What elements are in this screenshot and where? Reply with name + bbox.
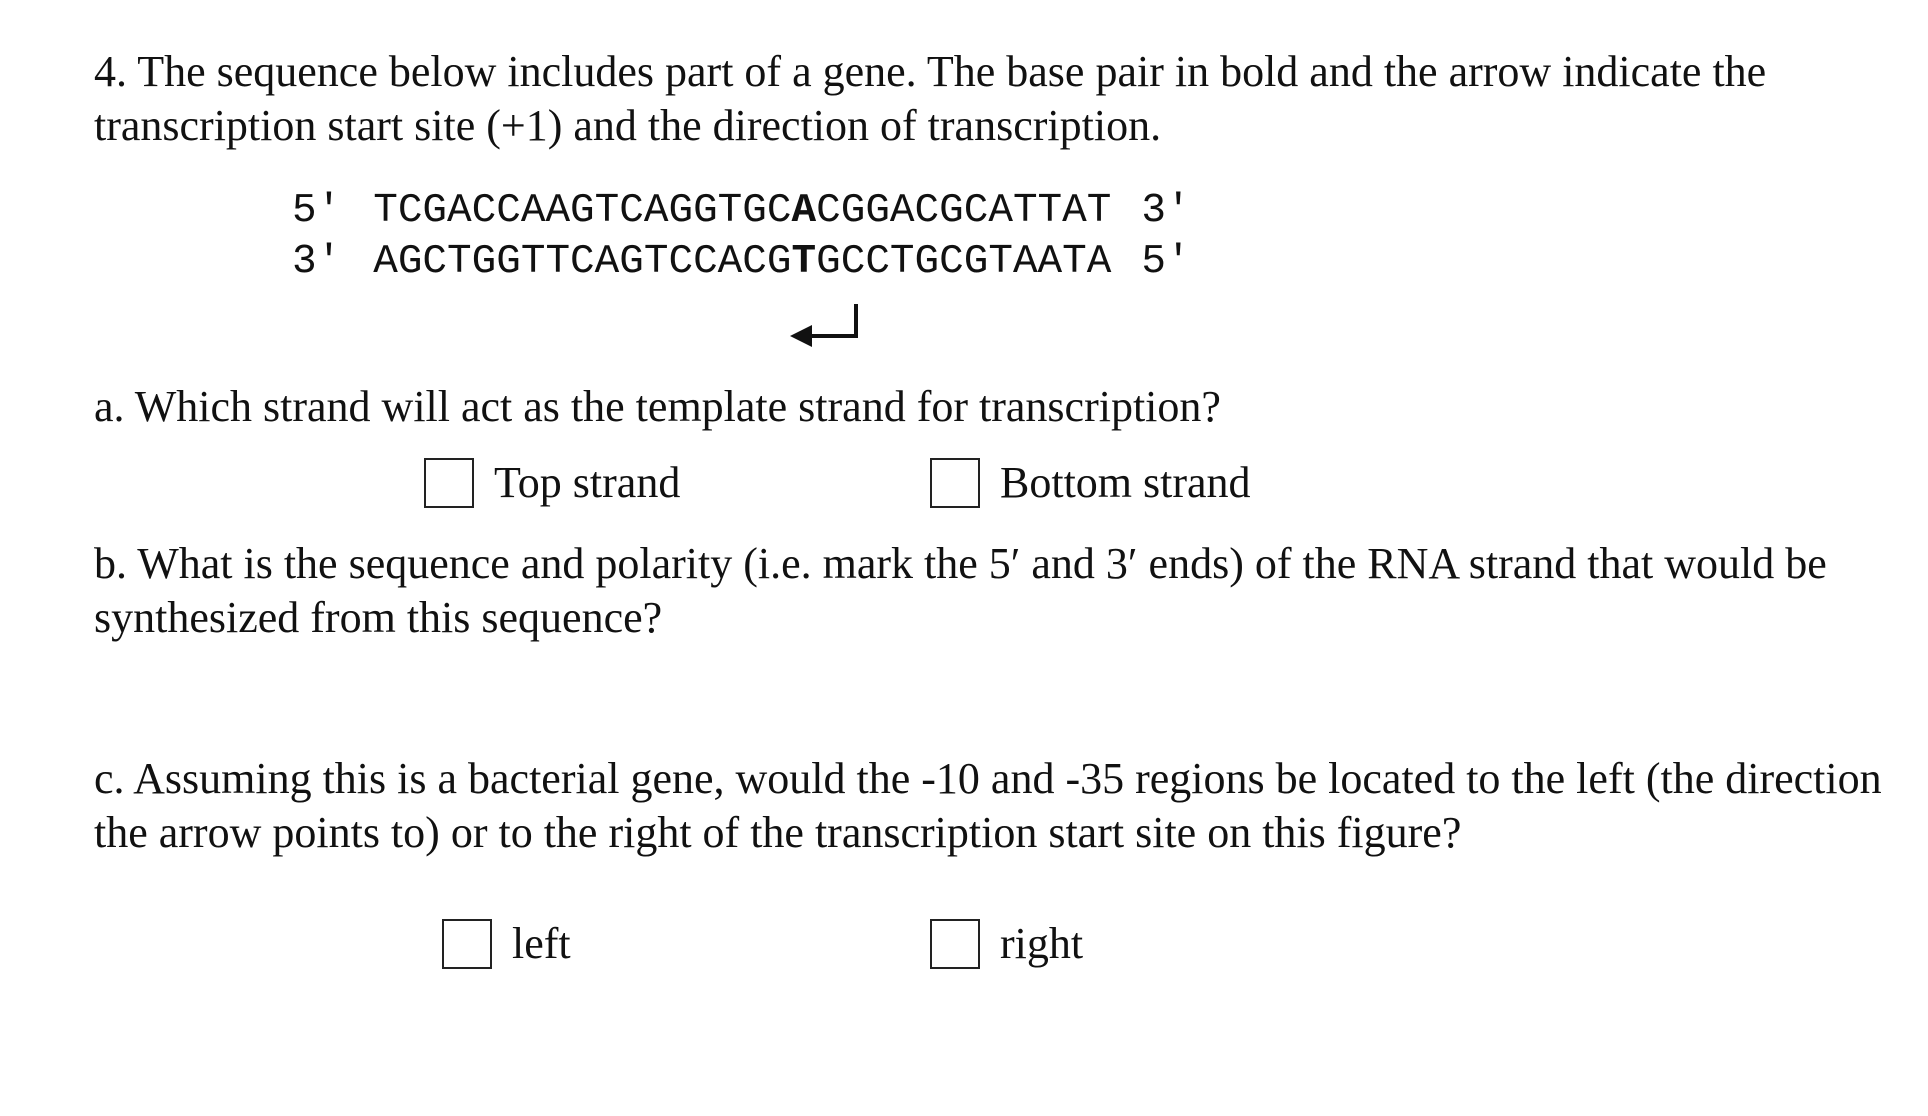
top-seq-after: CGGACGCATTAT <box>816 188 1112 234</box>
part-c-prompt: c. Assuming this is a bacterial gene, would the -10 and -35 regions be located to the left (the direction the arrow points to) or to the right of the transcription start site on this figure? <box>94 754 1882 857</box>
bottom-start-base: T <box>791 239 817 285</box>
checkbox-bottom-strand[interactable] <box>930 458 980 508</box>
bottom-seq-after: GCCTGCGTAATA <box>816 239 1112 285</box>
top-five-prime-label: 5′ <box>292 188 342 234</box>
option-bottom-strand-label: Bottom strand <box>1000 458 1251 507</box>
top-three-prime-label: 3′ <box>1141 188 1191 234</box>
bottom-three-prime-label: 3′ <box>292 239 342 285</box>
top-start-base: A <box>791 188 817 234</box>
part-b-prompt: b. What is the sequence and polarity (i.e. mark the 5′ and 3′ ends) of the RNA strand that would be synthesized from this sequence? <box>94 539 1827 642</box>
left-arrow-icon <box>790 300 862 356</box>
option-right[interactable] <box>930 917 1083 971</box>
question-intro: 4. The sequence below includes part of a gene. The base pair in bold and the arrow indicate the transcription start site (+1) and the direction of transcription. <box>94 47 1767 150</box>
option-bottom-strand[interactable] <box>930 456 1251 510</box>
checkbox-right[interactable] <box>930 919 980 969</box>
option-left[interactable] <box>442 917 571 971</box>
bottom-five-prime-label: 5′ <box>1141 239 1191 285</box>
option-left-label: left <box>512 919 571 968</box>
checkbox-left[interactable] <box>442 919 492 969</box>
part-a-prompt: a. Which strand will act as the template strand for transcription? <box>94 382 1221 431</box>
option-top-strand[interactable] <box>424 456 680 510</box>
top-seq-before: TCGACCAAGTCAGGTGC <box>373 188 792 234</box>
option-right-label: right <box>1000 919 1084 968</box>
sequence-bottom-strand <box>292 237 1191 287</box>
sequence-top-strand <box>292 186 1191 236</box>
checkbox-top-strand[interactable] <box>424 458 474 508</box>
option-top-strand-label: Top strand <box>494 458 681 507</box>
bottom-seq-before: AGCTGGTTCAGTCCACG <box>373 239 792 285</box>
